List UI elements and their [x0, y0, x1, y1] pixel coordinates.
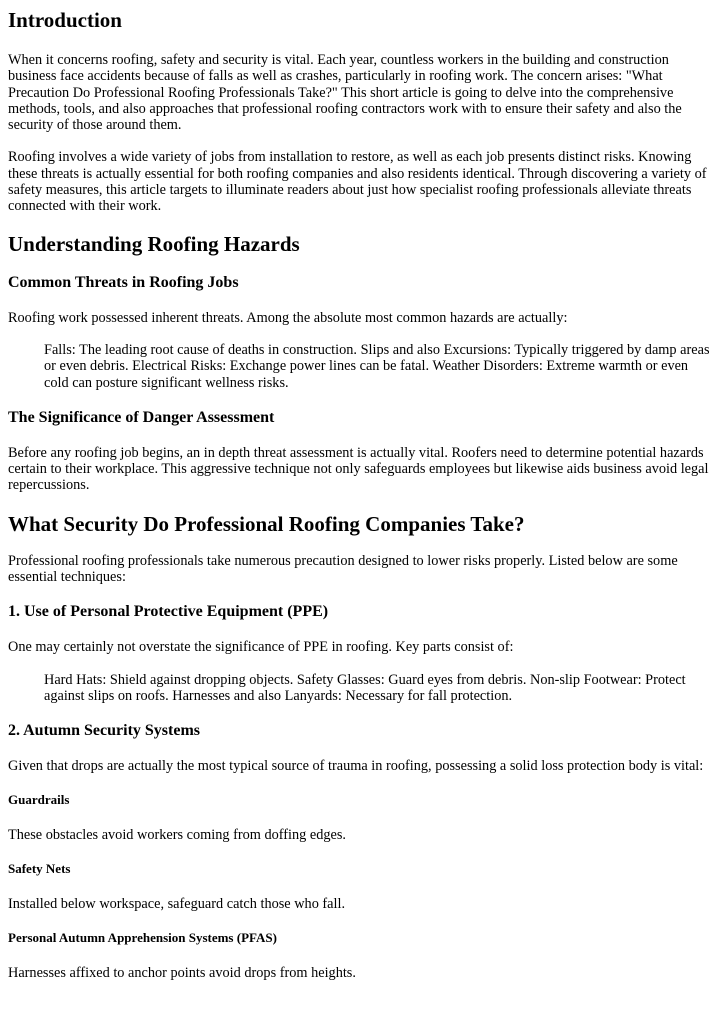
fall-security-paragraph: Given that drops are actually the most typical source of trauma in roofing, possessing a solid loss protection body is vital:	[8, 758, 704, 775]
danger-assessment-paragraph: Before any roofing job begins, an in depth threat assessment is actually vital. Roofers need to determine potential hazards certain to their workplace. This aggressive technique not only safeguards employees but likewise aids business avoid legal repercussions.	[8, 444, 709, 494]
heading-understanding-hazards: Understanding Roofing Hazards	[8, 231, 300, 256]
heading-introduction: Introduction	[8, 8, 122, 32]
ppe-paragraph: One may certainly not overstate the significance of PPE in roofing. Key parts consist of:	[8, 639, 514, 656]
heading-safety-nets: Safety Nets	[8, 860, 71, 876]
heading-security-measures: What Security Do Professional Roofing Companies Take?	[8, 511, 525, 536]
common-threats-paragraph: Roofing work possessed inherent threats. Among the absolute most common hazards are actually:	[8, 309, 568, 326]
heading-ppe: 1. Use of Personal Protective Equipment (PPE)	[8, 603, 329, 621]
heading-common-threats: Common Threats in Roofing Jobs	[8, 273, 239, 291]
heading-guardrails: Guardrails	[8, 791, 70, 807]
guardrails-paragraph: These obstacles avoid workers coming from doffing edges.	[8, 826, 347, 843]
heading-fall-security: 2. Autumn Security Systems	[8, 722, 201, 740]
common-threats-list: Falls: The leading root cause of deaths in construction. Slips and also Excursions: Typically triggered by damp areas or even debris. Electrical Risks: Exchange power lines can be fatal. Weather Disorders: Extreme warmth or even cold can posture significant wellness risks.	[44, 341, 710, 391]
heading-danger-assessment: The Significance of Danger Assessment	[8, 408, 275, 426]
heading-pfas: Personal Autumn Apprehension Systems (PFAS)	[8, 930, 277, 946]
pfas-paragraph: Harnesses affixed to anchor points avoid drops from heights.	[8, 965, 356, 982]
intro-paragraph-2: Roofing involves a wide variety of jobs from installation to restore, as well as each job presents distinct risks. Knowing these threats is actually essential for both roofing companies and also residents identical. Through discovering a variety of safety measures, this article targets to illuminate readers about just how specialist roofing professionals alleviate threats connected with their work.	[8, 149, 707, 215]
safety-nets-paragraph: Installed below workspace, safeguard catch those who fall.	[8, 895, 346, 912]
ppe-list: Hard Hats: Shield against dropping objects. Safety Glasses: Guard eyes from debris. Non-slip Footwear: Protect against slips on roofs. Harnesses and also Lanyards: Necessary for fall protection.	[44, 671, 686, 704]
intro-paragraph-1: When it concerns roofing, safety and security is vital. Each year, countless workers in the building and construction business face accidents because of falls as well as crashes, particularly in roofing work. The concern arises: "What Precaution Do Professional Roofing Professionals Take?" This short article is going to delve into the comprehensive methods, tools, and also approaches that professional roofing contractors work with to ensure their safety and also the security of those around them.	[8, 52, 682, 134]
security-paragraph: Professional roofing professionals take numerous precaution designed to lower risks properly. Listed below are some essential techniques:	[8, 552, 678, 586]
